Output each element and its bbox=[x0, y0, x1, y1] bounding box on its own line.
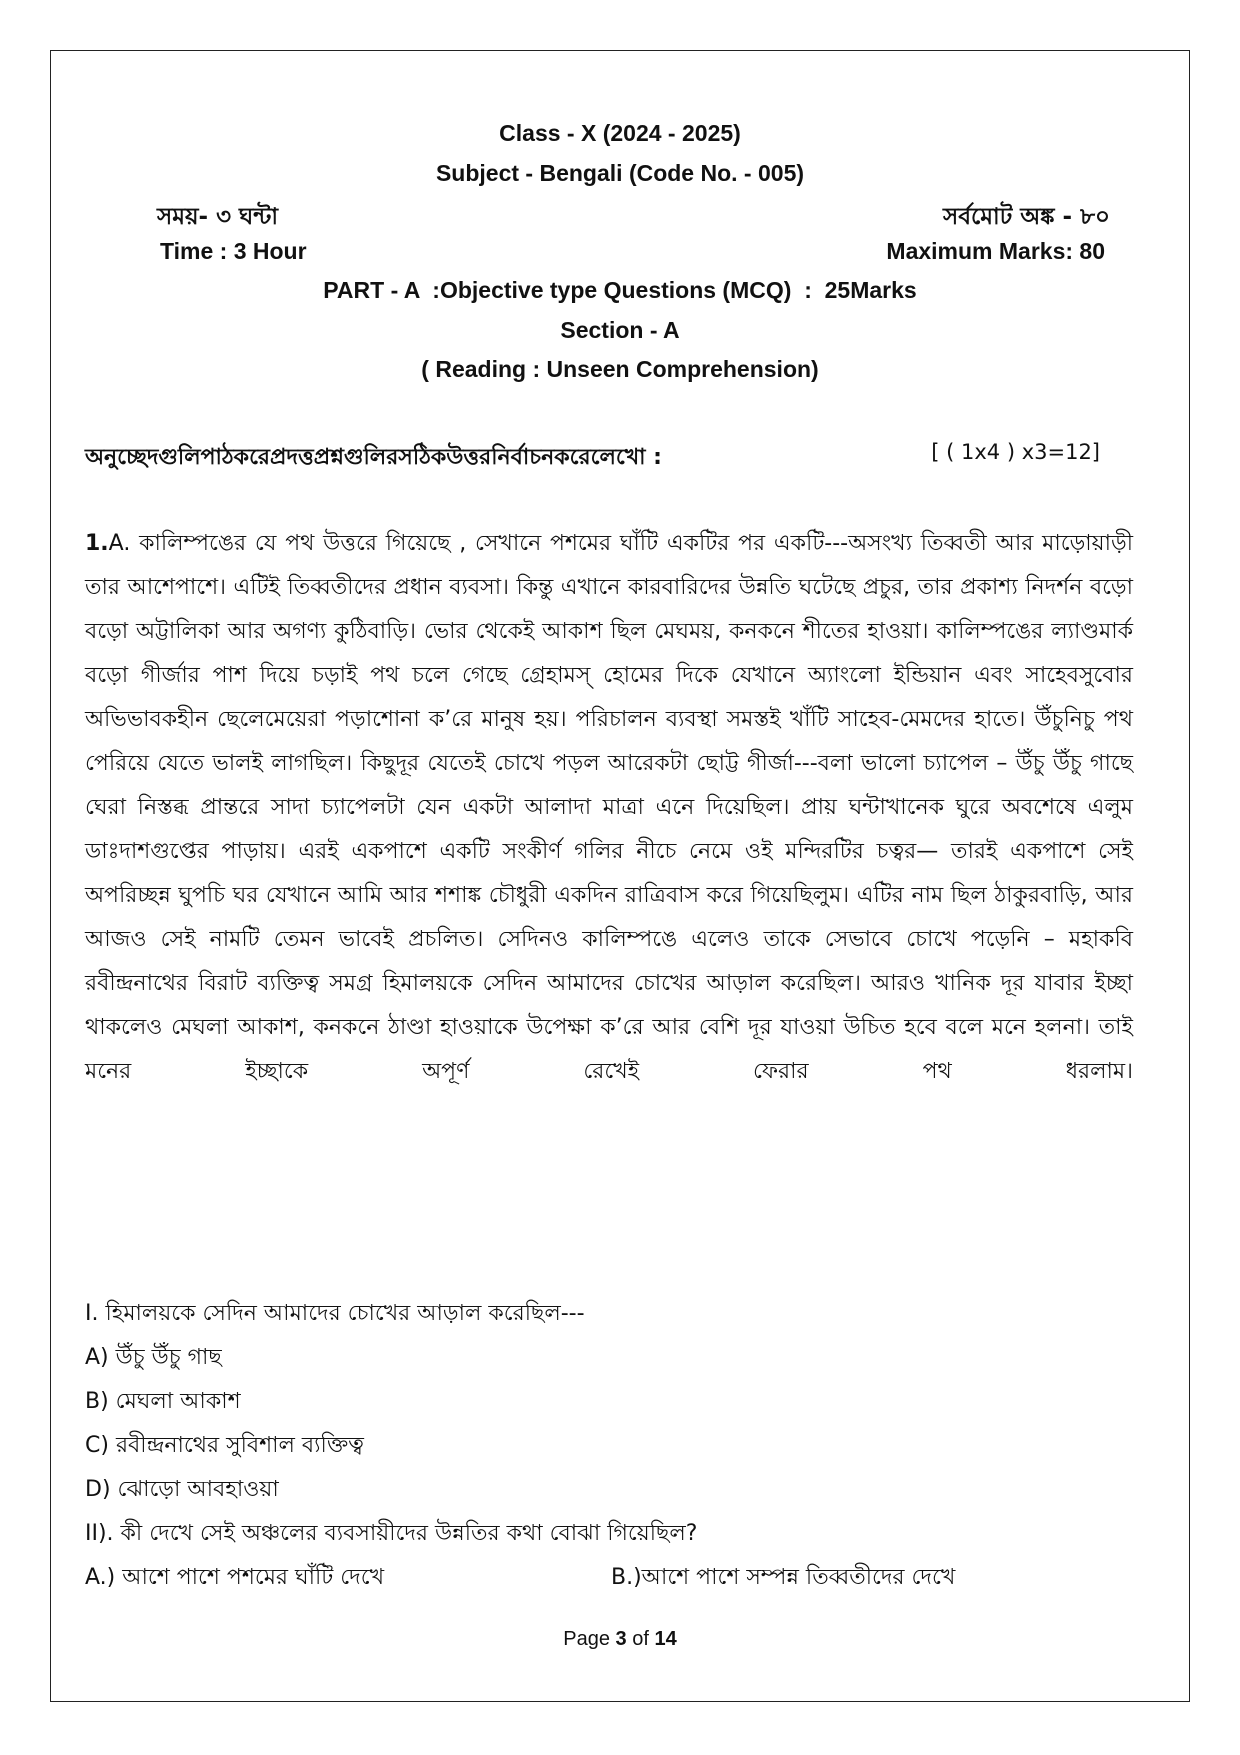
question-2-option-b: B.)আশে পাশে সম্পন্ন তিব্বতীদের দেখে bbox=[611, 1565, 956, 1590]
marks-english: Maximum Marks: 80 bbox=[886, 238, 1105, 264]
question-1-option-c: C) রবীন্দ্রনাথের সুবিশাল ব্যক্তিত্ব bbox=[85, 1433, 364, 1458]
passage-label: A. bbox=[108, 531, 140, 556]
footer-total-pages: 14 bbox=[654, 1628, 677, 1650]
marks-bengali: সর্বমোট অঙ্ক - ৮০ bbox=[943, 204, 1110, 230]
question-1-option-d: D) ঝোড়ো আবহাওয়া bbox=[85, 1477, 279, 1502]
subject-heading: Subject - Bengali (Code No. - 005) bbox=[435, 160, 805, 186]
time-english: Time : 3 Hour bbox=[160, 238, 307, 264]
footer-prefix: Page bbox=[563, 1628, 616, 1650]
part-heading: PART - A :Objective type Questions (MCQ) : 25Marks bbox=[323, 277, 917, 303]
question-1-option-a: A) উঁচু উঁচু গাছ bbox=[85, 1345, 222, 1370]
instruction-marks: [ ( 1x4 ) x3=12] bbox=[931, 440, 1100, 464]
question-1-stem: I. হিমালয়কে সেদিন আমাদের চোখের আড়াল করেছিল--- bbox=[85, 1301, 585, 1326]
instruction-text: অনুচ্ছেদগুলিপাঠকরেপ্রদত্তপ্রশ্নগুলিরসঠিকউত্তরনির্বাচনকরেলেখো : bbox=[85, 445, 662, 470]
questions bbox=[85, 1292, 1133, 1600]
section-heading: Section - A bbox=[560, 317, 680, 343]
reading-heading: ( Reading : Unseen Comprehension) bbox=[421, 356, 819, 382]
footer-middle: of bbox=[626, 1628, 655, 1650]
question-2-options bbox=[85, 1556, 1133, 1600]
passage-text: কালিম্পঙের যে পথ উত্তরে গিয়েছে , সেখানে পশমের ঘাঁটি একটির পর একটি---অসংখ্য তিব্বতী আর মাড়োয়াড়ী তার আশেপাশে। এটিই তিব্বতীদের প্রধান ব্যবসা। কিন্তু এখানে কারবারিদের উন্নতি ঘটেছে প্রচুর, তার প্রকাশ্য নিদর্শন বড়ো বড়ো অট্টালিকা আর অগণ্য কুঠিবাড়ি। ভোর থেকেই আকাশ ছিল মেঘময়, কনকনে শীতের হাওয়া। কালিম্পঙের ল্যাণ্ডমার্ক বড়ো গীর্জার পাশ দিয়ে চড়াই পথ চলে গেছে গ্রেহামস্ হোমের দিকে যেখানে অ্যাংলো ইন্ডিয়ান এবং সাহেবসুবোর অভিভাবকহীন ছেলেমেয়েরা পড়াশোনা ক’রে মানুষ হয়। পরিচালন ব্যবস্থা সমস্তই খাঁটি সাহেব-মেমদের হাতে। উঁচুনিচু পথ পেরিয়ে যেতে ভালই লাগছিল। কিছুদূর যেতেই চোখে পড়ল আরেকটা ছোট্ট গীর্জা---বলা ভালো চ্যাপেল – উঁচু উঁচু গাছে ঘেরা নিস্তব্ধ প্রান্তরে সাদা চ্যাপেলটা যেন একটা আলাদা মাত্রা এনে দিয়েছিল। প্রায় ঘন্টাখানেক ঘুরে অবশেষে এলুম ডাঃদাশগুপ্তের পাড়ায়। এরই একপাশে একটি সংকীর্ণ গলির নীচে নেমে ওই মন্দিরটির চত্বর— তারই একপাশে সেই অপরিচ্ছন্ন ঘুপচি ঘর যেখানে আমি আর শশাঙ্ক চৌধুরী একদিন রাত্রিবাস করে গিয়েছিলুম। এটির নাম ছিল ঠাকুরবাড়ি, আর আজও সেই নামটি তেমন ভাবেই প্রচলিত। সেদিনও কালিম্পঙে এলেও তাকে সেভাবে চোখে পড়েনি – মহাকবি রবীন্দ্রনাথের বিরাট ব্যক্তিত্ব সমগ্র হিমালয়কে সেদিন আমাদের চোখের আড়াল করেছিল। আরও খানিক দূর যাবার ইচ্ছা থাকলেও মেঘলা আকাশ, কনকনে ঠাণ্ডা হাওয়াকে উপেক্ষা ক’রে আর বেশি দূর যাওয়া উচিত হবে বলে মনে হলনা। তাই মনের ইচ্ছাকে অপূর্ণ রেখেই ফেরার পথ ধরলাম। bbox=[85, 531, 1134, 1084]
question-1-option-b: B) মেঘলা আকাশ bbox=[85, 1389, 241, 1414]
page-footer bbox=[0, 1628, 1240, 1651]
class-heading: Class - X (2024 - 2025) bbox=[499, 120, 741, 146]
passage-number: 1. bbox=[85, 531, 109, 556]
instruction-line bbox=[85, 440, 1100, 477]
footer-current-page: 3 bbox=[615, 1628, 627, 1650]
passage bbox=[85, 522, 1133, 1094]
question-2-option-a: A.) আশে পাশে পশমের ঘাঁটি দেখে bbox=[85, 1565, 385, 1590]
question-2-stem: II). কী দেখে সেই অঞ্চলের ব্যবসায়ীদের উন্নতির কথা বোঝা গিয়েছিল? bbox=[85, 1521, 698, 1546]
time-bengali: সময়- ৩ ঘন্টা bbox=[157, 204, 278, 230]
